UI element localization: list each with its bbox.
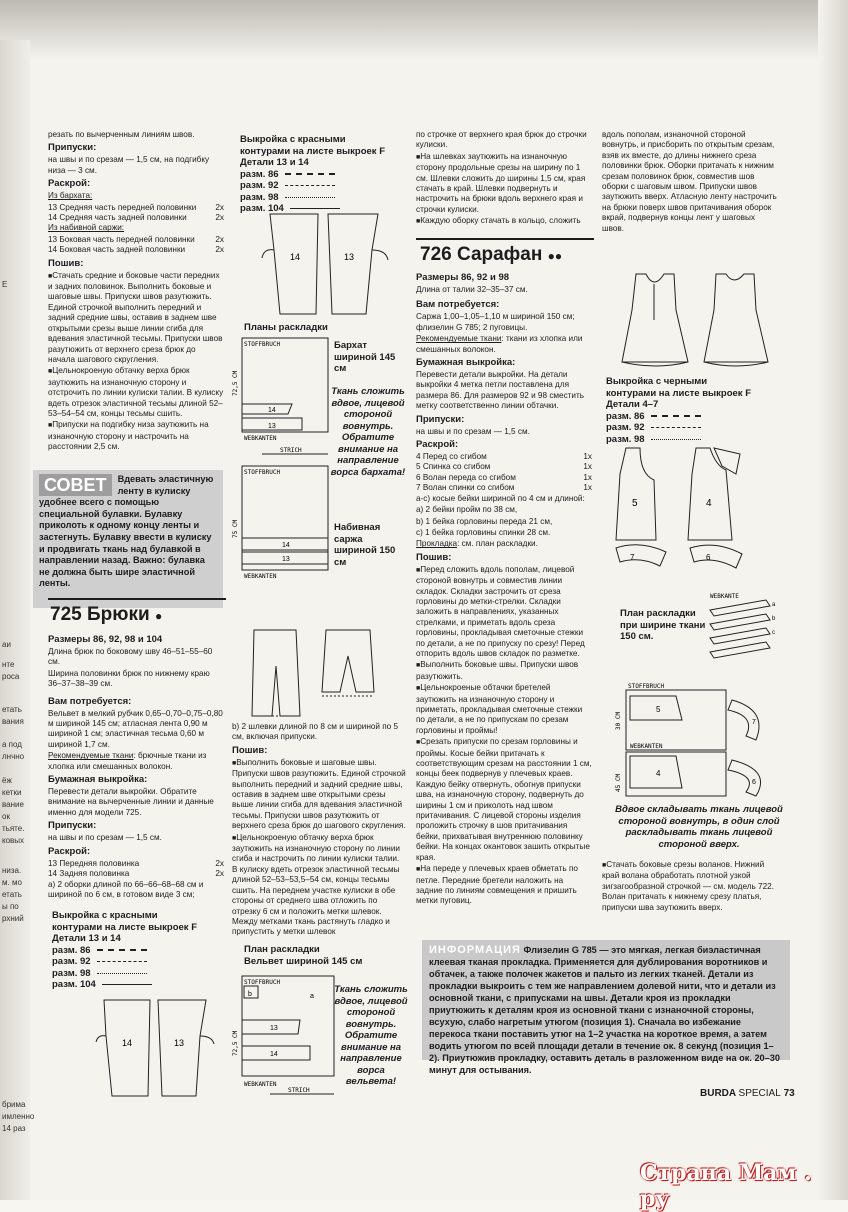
size-label: разм. 92	[240, 180, 279, 191]
piece-14: 14	[282, 542, 290, 549]
right-edge-shadow	[818, 0, 848, 1200]
column-3-top	[416, 130, 592, 229]
cut-item-label: 7 Волан спинки со сгибом	[416, 483, 515, 493]
cut-extra: а) 2 оборки длиной по 66–66–68–68 см и шириной по 6 см, в готовом виде 3 см;	[48, 879, 204, 899]
pattern-heading: Бумажная выкройка:	[416, 357, 516, 369]
size-row	[240, 180, 400, 192]
column-4-top	[602, 130, 778, 235]
velvet-subheading: Из бархата:	[48, 191, 93, 201]
top-shadow	[0, 0, 848, 60]
size-row	[52, 979, 222, 991]
twill-layout-diagram	[232, 464, 332, 586]
sewing-step: ■ Каждую оборку стачать в кольцо, сложить	[416, 216, 592, 227]
piece-14: 14	[268, 407, 276, 414]
sewing-heading: Пошив:	[232, 744, 268, 756]
cut-item-label: 4 Перед со сгибом	[416, 452, 487, 462]
spine-fragment: низа.	[2, 866, 22, 875]
allowances-heading: Припуски:	[48, 142, 97, 154]
sewing-step: ■ Перед сложить вдоль пополам, лицевой стороной вовнутрь и совместив линии складок. Складки застрочить от среза горловины до метки-стрелки. Складки заложить в направлениях, указанных стрелками, и приметать вдоль среза горловины, прокладывая сметочные стежки по детали, а не по припуску по срезу! Перед отпорить вдоль швов складок по разметке.	[416, 565, 592, 660]
sundress-layout-note: Вдвое складывать ткань лицевой стороной вовнутрь, в один слой раскладывать ткань лицевой стороной вверх.	[615, 804, 783, 850]
legend-title: контурами на листе выкроек F	[52, 921, 198, 933]
allowances-heading: Припуски:	[416, 413, 465, 425]
selvage-label: WEBKANTE	[710, 593, 739, 600]
model-name: Брюки	[86, 604, 150, 625]
piece-number-13: 13	[344, 252, 355, 262]
cut-item-qty: 2x	[215, 213, 224, 223]
corduroy-layout-diagram	[230, 970, 340, 1100]
plan2-title-line: План раскладки	[244, 944, 320, 955]
legend-title: Выкройка с красными	[52, 910, 158, 921]
materials-text: Саржа 1,00–1,05–1,10 м шириной 150 см; флизелин G 785; 2 пуговицы.	[416, 312, 575, 332]
column-2-text	[232, 722, 406, 939]
interfacing-label: Прокладка	[416, 539, 458, 549]
pattern-heading: Бумажная выкройка:	[48, 774, 148, 786]
footer-special: SPECIAL	[738, 1088, 781, 1099]
dimension-label: 72,5 CM	[232, 370, 239, 396]
length-text: Длина брюк по боковому шву 46–51–55–60 см.	[48, 647, 213, 667]
piece-number-13: 13	[174, 1038, 185, 1048]
size-label: разм. 86	[240, 168, 279, 180]
spine-fragment: етать	[2, 705, 22, 714]
spine-fragment: кетки	[2, 788, 22, 797]
piece-7: 7	[630, 553, 635, 562]
line-style-92	[285, 180, 335, 186]
cut-extra-b: b) 2 шлевки длиной по 8 см и шириной по 5 см, включая припуски.	[232, 722, 399, 742]
cutting-heading: Раскрой:	[48, 178, 91, 190]
trousers-illustration	[240, 626, 400, 726]
info-text: Флизелин G 785 — это мягкая, легкая биэластичная клеевая тканая прокладка. Применяется для дублирования воротников и обтачек, а также полочек жакетов и пальто из легких тканей. Детали из прокладки выкроить с тем же направлением долевой нити, что и детали из основной ткани, с припусками на швы. Детали кроя из прокладки приутюжить к деталям кроя из основной ткани с изнаночной стороны, всухую, слабо нагретым утюгом (позиция 1). Сначала во избежание перекоса ткани поставить утюг на 1–2 участка на короткое время, а затем водить утюгом по всей площади детали в течение ок. 8 секунд (позиция 1–2). Приутюжив прокладку, оставить деталь в разложенном виде на ок. 20–30 минут для остывания.	[429, 945, 780, 1075]
spine-fragment: имленно	[2, 1112, 35, 1121]
strip-c: c	[772, 630, 775, 636]
velvet-note: Ткань сложить вдвое, лицевой стороной вовнутрь. Обратите внимание на направление ворса бархата!	[330, 386, 406, 478]
fabrics-label: Рекомендуемые ткани	[48, 751, 134, 761]
sundress-illustration	[616, 270, 776, 374]
sewing-step: ■ Цельнокроеную обтачку верха брюк заутюжить на изнаночную сторону по линии сгиба и настрочить по линии кулиски талии. В кулиску вдеть отрезок эластичной тесьмы длиной 52–53–53,5–54 см, концы тесьмы сшить. На переднем участке кулиски в обе стороны от среднего шва отложить по отрезку 6 см и положить метки шлевок. Между метками ткань растянуть гладко и припустить у метки шлевок	[232, 833, 406, 938]
cut-item	[48, 235, 224, 245]
piece-4: 4	[706, 498, 712, 509]
layout-plans-title: Планы раскладки	[244, 322, 328, 333]
line-style-86	[651, 411, 701, 417]
twill-width-label: Набивная саржа шириной 150 см	[334, 522, 396, 568]
cut-item	[48, 245, 224, 255]
cut-item-label: 14 Боковая часть задней половинки	[48, 245, 186, 255]
model-725-title	[50, 604, 162, 626]
fold-label: STOFFBRUCH	[244, 341, 281, 348]
column-3-body	[416, 270, 592, 908]
cut-item-label: 5 Спинка со сгибом	[416, 462, 491, 472]
size-label: разм. 98	[240, 191, 279, 203]
cut-item-qty: 1x	[583, 483, 592, 493]
tip-box	[33, 470, 223, 608]
size-label: разм. 86	[606, 410, 645, 422]
fabrics-text: : брючные ткани из хлопка или смешанных волокон.	[48, 751, 207, 771]
line-style-104	[290, 203, 340, 209]
velvet-layout-diagram	[232, 336, 332, 466]
sewing-step: ■ Припуски на подгибку низа заутюжить на изнаночную сторону и настрочить на расстоянии 2,5 см.	[48, 420, 224, 452]
size-label: разм. 98	[52, 967, 91, 979]
size-label: разм. 86	[52, 944, 91, 956]
size-label: разм. 98	[606, 433, 645, 445]
model-number: 725	[50, 604, 82, 625]
spine-fragment: лнчно	[2, 752, 25, 761]
legend-subtitle: Детали 4–7	[606, 399, 659, 410]
pattern-legend-1	[240, 134, 400, 215]
piece-6: 6	[752, 779, 756, 786]
size-row	[52, 956, 222, 968]
line-style-98	[285, 192, 335, 198]
corduroy-note: Ткань сложить вдвое, лицевой стороной вовнутрь. Обратите внимание на направление ворса вельвета!	[334, 984, 408, 1087]
sizes: Размеры 86, 92, 98 и 104	[48, 634, 163, 645]
cut-item-label: 13 Средняя часть передней половинки	[48, 202, 197, 212]
materials-text: Вельвет в мелкий рубчик 0,65–0,70–0,75–0,80 м шириной 145 см; атласная лента 0,90 м шириной 1 см; эластичная тесьма 0,60 м шириной 1,7 см.	[48, 708, 223, 749]
cut-item-qty: 2x	[215, 234, 224, 244]
line-style-104	[102, 979, 152, 985]
spine-fragment: вания	[2, 717, 24, 726]
size-row	[240, 169, 400, 181]
info-tag: ИНФОРМАЦИЯ	[429, 944, 521, 956]
continuation-text: по строчке от верхнего края брюк до строчки кулиски.	[416, 130, 587, 150]
sizes: Размеры 86, 92 и 98	[416, 272, 510, 283]
line-style-92	[651, 422, 701, 428]
strip-b: b	[772, 616, 776, 622]
spine-fragment: ок	[2, 812, 10, 821]
cut-item	[416, 462, 592, 472]
size-label: разм. 92	[52, 956, 91, 967]
fabrics-label: Рекомендуемые ткани	[416, 334, 502, 344]
model-number: 726	[420, 244, 452, 265]
selvage-label: WEBKANTEN	[244, 1081, 277, 1088]
page-footer	[700, 1088, 795, 1099]
intro-text: резать по вычерченным линиям швов.	[48, 130, 195, 139]
piece-number-14: 14	[122, 1038, 133, 1048]
cut-item-qty: 1x	[583, 452, 592, 462]
size-row	[240, 192, 400, 204]
line-style-92	[97, 956, 147, 962]
continuation-text: вдоль пополам, изнаночной стороной вовнутрь, и присборить по открытым срезам, взяв их вместе, до длины нижнего среза половинки брюк. Оборки притачать к нижним срезам половинок брюк, совместив шов оборки с шаговым швом. Припуски швов заутюжить вверх. Атласную ленту настрочить на брюки поверх швов притачивания оборок вкрай, подвернув концы лент у шаговых швов.	[602, 130, 777, 233]
plan2-subtitle-line: Вельвет шириной 145 см	[244, 955, 363, 967]
size-label: разм. 104	[240, 203, 284, 214]
cutting-heading: Раскрой:	[48, 845, 91, 857]
allowances-text: на швы и по срезам — 1,5 см, на подгибку низа — 3 см.	[48, 155, 210, 175]
line-style-86	[285, 169, 335, 175]
interfacing-text: : см. план раскладки.	[457, 539, 538, 549]
line-style-86	[97, 945, 147, 951]
spine-fragment: етать	[2, 890, 22, 899]
sewing-step: ■ Выполнить боковые швы. Припуски швов разутюжить.	[416, 660, 592, 682]
strip-a: a	[772, 602, 776, 608]
size-row	[606, 411, 786, 423]
spine-fragment: ы по	[2, 902, 19, 911]
pattern-legend-3	[606, 376, 786, 445]
dimension-label: 75 CM	[232, 519, 239, 538]
column-1-bottom	[48, 632, 224, 901]
piece-number-14: 14	[290, 252, 301, 262]
site-watermark: Страна Мам . ру	[640, 1160, 812, 1212]
selvage-label: WEBKANTEN	[630, 743, 663, 750]
column-1-top	[48, 130, 224, 454]
pattern-legend-2	[52, 910, 222, 991]
trouser-pattern-diagram-1	[262, 210, 392, 318]
bias-strip: b) 1 бейка горловины переда 21 см,	[416, 516, 553, 526]
materials-heading: Вам потребуется:	[48, 695, 132, 707]
sewing-step: ■ Срезать припуски по срезам горловины и проймы. Косые бейки притачать к соответствующим срезам на расстоянии 1 см, концы беек подвернув у плечевых краев. Каждую бейку отвернуть, обогнув припуски шва, на изнаночную сторону, подвернуть до ширины 1 см и приколоть над швом притачивания. С лицевой стороны изделия проложить строчку в шов притачивания бейки, прихватывая внутреннюю половинку бейки. На концах окантовок зашить открытые края.	[416, 737, 592, 863]
spine-fragment: аи	[2, 640, 11, 649]
dimension-45: 45 CM	[615, 773, 622, 792]
sundress-layout-diagram	[606, 680, 786, 804]
legend-title: контурами на листе выкроек F	[240, 145, 386, 157]
cut-item-label: 13 Передняя половинка	[48, 858, 140, 868]
fabrics-text: : ткани из хлопка или смешанных волокон.	[416, 334, 583, 354]
line-style-98	[651, 434, 701, 440]
legend-title: Выкройка с черными	[606, 376, 708, 387]
length-text: Длина от талии 32–35–37 см.	[416, 285, 528, 294]
model-name: Сарафан	[456, 244, 543, 265]
selvage-label: WEBKANTEN	[244, 435, 277, 442]
piece-13: 13	[270, 1025, 278, 1032]
fold-label: STOFFBRUCH	[244, 979, 281, 986]
piece-5: 5	[656, 705, 661, 714]
cut-item-label: 14 Задняя половинка	[48, 869, 130, 879]
cut-item-qty: 2x	[215, 245, 224, 255]
column-4-bottom	[602, 860, 778, 914]
spine-fragment: роса	[2, 672, 20, 681]
sundress-pattern-diagram	[610, 444, 780, 580]
allowances-heading: Припуски:	[48, 820, 97, 832]
line-style-98	[97, 968, 147, 974]
difficulty-dots: ●●	[547, 249, 563, 263]
sewing-heading: Пошив:	[48, 257, 84, 269]
pattern-text: Перевести детали выкройки. Обратите внимание на вычерченные линии и данные именно для модели 725.	[48, 787, 214, 817]
tip-text: Вдевать эластичную ленту в кулиску удобнее всего с помощью специальной булавки. Булавку приколоть к одному концу ленты и застегнуть. Булавку ввести в кулиску и продвигать ткань над булавкой в направлении назад. Важно: булавка не должна быть шире эластичной ленты.	[39, 474, 214, 589]
piece-14: 14	[270, 1051, 278, 1058]
sewing-step: ■ На шлевках заутюжить на изнаночную сторону продольные срезы на ширину по 1 см. Шлевки сложить до ширины 1,5 см, края стачать в край. Шлевки подвернуть и настрочить на брюки вдоль верхнего края и строчки кулиски.	[416, 152, 592, 215]
strich-label: STRICH	[280, 447, 302, 454]
fold-label: STOFFBRUCH	[628, 683, 665, 690]
dimension-label: 72,5 CM	[232, 1030, 239, 1056]
page-number: 73	[783, 1088, 795, 1099]
legend-title: Выкройка с красными	[240, 134, 346, 145]
layout-150-title: План раскладки при ширине ткани 150 см.	[620, 608, 706, 642]
previous-page-edge	[0, 40, 35, 1200]
pattern-text: Перевести детали выкройки. На детали выкройки 4 метка петли поставлена для размера 86. Для размеров 92 и 98 сместить метку соответственно линии обтачки.	[416, 370, 585, 411]
cut-item-qty: 2x	[215, 858, 224, 868]
cut-item	[416, 473, 592, 483]
allowances-text: на швы и по срезам — 1,5 см.	[48, 833, 162, 843]
spine-fragment: ёж	[2, 776, 12, 785]
piece-13: 13	[282, 556, 290, 563]
bias-strips: а-с) косые бейки шириной по 4 см и длиной:	[416, 493, 585, 503]
spine-fragment: рхний	[2, 914, 24, 923]
spine-fragment: вание	[2, 800, 24, 809]
bias-strip: c) 1 бейка горловины спинки 28 см.	[416, 527, 551, 537]
spine-fragment: брима	[2, 1100, 26, 1109]
tip-tag: СОВЕТ	[39, 474, 112, 496]
cut-item-qty: 1x	[583, 472, 592, 482]
spine-fragment: нте	[2, 660, 15, 669]
selvage-label: WEBKANTEN	[244, 573, 277, 580]
piece-6: 6	[706, 553, 711, 562]
spine-fragment: 14 раз	[2, 1124, 26, 1133]
cut-item	[416, 483, 592, 493]
dimension-30: 30 CM	[615, 711, 622, 730]
sewing-heading: Пошив:	[416, 551, 452, 563]
piece-a: a	[310, 993, 314, 1000]
cut-item	[48, 859, 224, 869]
cut-item	[48, 869, 224, 879]
piece-5: 5	[632, 498, 638, 509]
sewing-step: ■ На переде у плечевых краев обметать по петле. Передние бретели наложить на задние по линиям совмещения и пришить метки пуговиц.	[416, 864, 592, 907]
cut-item-label: 14 Средняя часть задней половинки	[48, 213, 187, 223]
allowances-text: на швы и по срезам — 1,5 см.	[416, 426, 530, 436]
fold-label: STOFFBRUCH	[244, 469, 281, 476]
piece-7: 7	[752, 719, 756, 726]
cut-item	[48, 203, 224, 213]
piece-13: 13	[268, 423, 276, 430]
size-row	[52, 945, 222, 957]
size-row	[52, 968, 222, 980]
materials-heading: Вам потребуется:	[416, 299, 500, 311]
spine-fragment: ковых	[2, 836, 25, 845]
trouser-pattern-diagram-2	[96, 996, 216, 1100]
info-box	[422, 940, 790, 1075]
spine-fragment: а под	[2, 740, 22, 749]
section-rule	[48, 598, 226, 600]
legend-subtitle: Детали 13 и 14	[52, 933, 121, 944]
cut-item	[416, 452, 592, 462]
sewing-step: ■ Стачать средние и боковые части передних и задних половинок. Выполнить боковые и шаговые швы. Припуски швов разутюжить. Единой строчкой выполнить передний и задний средние швы, оставив в заднем шве открытыми срезы выше линии сгиба для вдевания эластичной тесьмы. Припуски швов разутюжить от верхнего среза брюк до начала шагового скругления.	[48, 271, 224, 366]
strich-label: STRICH	[288, 1087, 310, 1094]
cut-item	[48, 213, 224, 223]
piece-4: 4	[656, 769, 661, 778]
cut-item-qty: 1x	[583, 462, 592, 472]
twill-subheading: Из набивной саржи:	[48, 223, 125, 233]
difficulty-dots: ●	[154, 609, 163, 623]
section-rule	[416, 238, 594, 240]
piece-b: b	[248, 991, 252, 998]
cut-item-qty: 2x	[215, 869, 224, 879]
cutting-heading: Раскрой:	[416, 439, 459, 451]
legend-subtitle: Детали 13 и 14	[240, 157, 309, 168]
model-726-title	[420, 244, 562, 266]
spine-fragment: м. мо	[2, 878, 22, 887]
footer-brand: BURDA	[700, 1088, 736, 1099]
cut-item-label: 13 Боковая часть передней половинки	[48, 234, 195, 244]
velvet-width-label: Бархат шириной 145 см	[334, 340, 396, 374]
sewing-step: ■ Цельнокроеные обтачки бретелей заутюжить на изнаночную сторону и приметать, прокладывая сметочные стежки по детали, а не по припускам по срезам горловины и проймы!	[416, 683, 592, 736]
spine-fragment: тьяте.	[2, 824, 25, 833]
sewing-step: ■ Стачать боковые срезы воланов. Нижний край волана обработать плотной узкой зигзагообразной строчкой — см. модель 722. Волан притачать к нижнему срезу платья, припуски шва заутюжить вверх.	[602, 860, 778, 913]
width-text: Ширина половинки брюк по нижнему краю 36–37–38–39 см.	[48, 668, 210, 689]
sewing-step: ■ Выполнить боковые и шаговые швы. Припуски швов разутюжить. Единой строчкой выполнить передний и задний средние швы, оставив в заднем шве открытыми срезы выше линии сгиба для вдевания эластичной тесьмы. Припуски швов разутюжить от верхнего среза брюк до шагового скругления.	[232, 758, 406, 832]
cut-item-qty: 2x	[215, 202, 224, 212]
size-label: разм. 92	[606, 422, 645, 433]
bias-strip: а) 2 бейки пройм по 38 см,	[416, 505, 518, 515]
spine-fragment: E	[2, 280, 8, 289]
bias-strips-diagram	[706, 590, 782, 674]
legend-title: контурами на листе выкроек F	[606, 387, 752, 399]
sewing-step: ■ Цельнокроеную обтачку верха брюк заутюжить на изнаночную сторону и отстрочить по линии кулиски талии. В кулиску вдеть отрезок эластичной тесьмы длиной 52–53–54–54 см, концы тесьмы сшить.	[48, 366, 224, 419]
size-row	[606, 422, 786, 434]
size-label: разм. 104	[52, 979, 96, 990]
cut-item-label: 6 Волан переда со сгибом	[416, 472, 516, 482]
plan2-title	[244, 944, 362, 967]
